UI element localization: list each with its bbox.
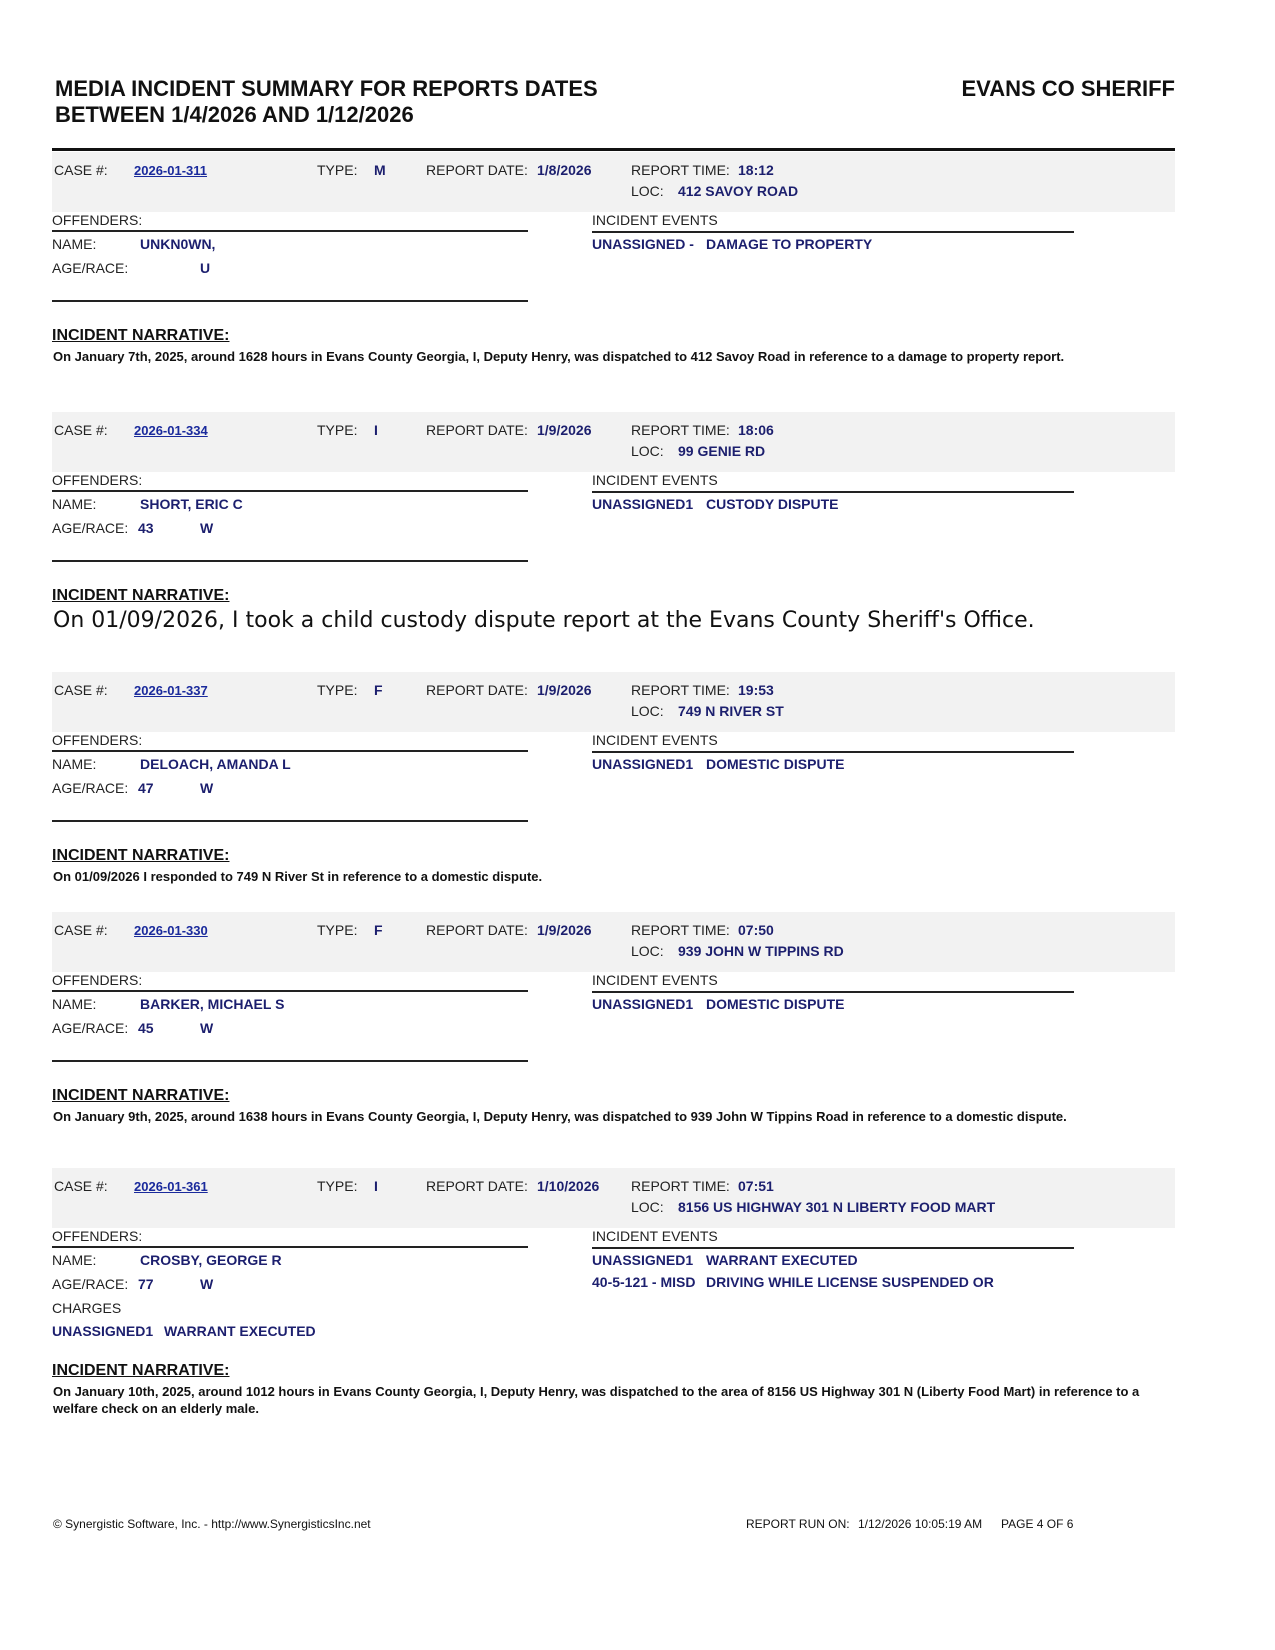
offenders-label: OFFENDERS: xyxy=(52,1228,143,1244)
type-value: I xyxy=(374,1178,378,1194)
report-title xyxy=(55,76,598,128)
events-rule xyxy=(592,491,1074,493)
narrative-text: On January 10th, 2025, around 1012 hours in Evans County Georgia, I, Deputy Henry, was dispatched to the area of 8156 US Highway 301 N (Liberty Food Mart) in reference to a welfare check on an elderly male. xyxy=(53,1384,1140,1416)
type-value: M xyxy=(374,162,386,178)
type-value: F xyxy=(374,922,383,938)
race-value: U xyxy=(200,260,211,276)
type-label: TYPE: xyxy=(317,1178,358,1194)
offenders-bottom-rule xyxy=(52,560,528,562)
narrative-text: On 01/09/2026, I took a child custody dispute report at the Evans County Sheriff's Office. xyxy=(53,608,1035,633)
name-label: NAME: xyxy=(52,996,97,1012)
loc-value: 939 JOHN W TIPPINS RD xyxy=(678,943,844,959)
event-code: 40-5-121 - MISD xyxy=(592,1274,696,1290)
race-value: W xyxy=(200,1020,214,1036)
case-number-link[interactable]: 2026-01-330 xyxy=(134,923,208,938)
narrative-title: INCIDENT NARRATIVE: xyxy=(52,587,230,604)
report-time-label: REPORT TIME: xyxy=(631,1178,730,1194)
event-desc: WARRANT EXECUTED xyxy=(706,1252,858,1268)
loc-value: 99 GENIE RD xyxy=(678,443,766,459)
loc-label: LOC: xyxy=(631,703,664,719)
case-label: CASE #: xyxy=(54,162,108,178)
incident-events-label: INCIDENT EVENTS xyxy=(592,732,718,748)
loc-label: LOC: xyxy=(631,443,664,459)
type-label: TYPE: xyxy=(317,682,358,698)
age-race-label: AGE/RACE: xyxy=(52,1276,129,1292)
event-code: UNASSIGNED1 xyxy=(592,996,694,1012)
offenders-bottom-rule xyxy=(52,820,528,822)
race-value: W xyxy=(200,780,214,796)
footer-copyright: © Synergistic Software, Inc. - http://www.SynergisticsInc.net xyxy=(53,1517,371,1531)
narrative-text: On January 9th, 2025, around 1638 hours in Evans County Georgia, I, Deputy Henry, was dispatched to 939 John W Tippins Road in reference to a domestic dispute. xyxy=(53,1109,1067,1124)
race-value: W xyxy=(200,1276,214,1292)
age-value: 43 xyxy=(138,520,154,536)
name-label: NAME: xyxy=(52,756,97,772)
narrative-text: On 01/09/2026 I responded to 749 N River St in reference to a domestic dispute. xyxy=(53,869,543,884)
report-time-label: REPORT TIME: xyxy=(631,162,730,178)
event-code: UNASSIGNED1 xyxy=(592,756,694,772)
case-number-link[interactable]: 2026-01-361 xyxy=(134,1179,208,1194)
charge-desc: WARRANT EXECUTED xyxy=(164,1323,316,1339)
offenders-label: OFFENDERS: xyxy=(52,732,143,748)
charge-code: UNASSIGNED1 xyxy=(52,1323,154,1339)
name-label: NAME: xyxy=(52,496,97,512)
events-rule xyxy=(592,1247,1074,1249)
narrative-title: INCIDENT NARRATIVE: xyxy=(52,847,230,864)
report-time-value: 18:12 xyxy=(738,162,774,178)
loc-value: 412 SAVOY ROAD xyxy=(678,183,799,199)
offenders-label: OFFENDERS: xyxy=(52,972,143,988)
report-date-value: 1/9/2026 xyxy=(537,922,592,938)
age-race-label: AGE/RACE: xyxy=(52,260,129,276)
offenders-rule xyxy=(52,1246,528,1248)
report-date-label: REPORT DATE: xyxy=(426,922,528,938)
loc-value: 8156 US HIGHWAY 301 N LIBERTY FOOD MART xyxy=(678,1199,996,1215)
report-time-label: REPORT TIME: xyxy=(631,682,730,698)
offender-name: CROSBY, GEORGE R xyxy=(140,1252,282,1268)
case-header xyxy=(52,1168,1175,1228)
offenders-label: OFFENDERS: xyxy=(52,472,143,488)
offenders-bottom-rule xyxy=(52,300,528,302)
case-header xyxy=(52,152,1175,212)
footer-run-on-value: 1/12/2026 10:05:19 AM xyxy=(858,1517,983,1531)
event-desc: DOMESTIC DISPUTE xyxy=(706,756,845,772)
report-date-value: 1/8/2026 xyxy=(537,162,592,178)
incident-events-label: INCIDENT EVENTS xyxy=(592,212,718,228)
report-date-label: REPORT DATE: xyxy=(426,1178,528,1194)
event-code: UNASSIGNED - xyxy=(592,236,694,252)
loc-label: LOC: xyxy=(631,1199,664,1215)
offender-name: SHORT, ERIC C xyxy=(140,496,243,512)
agency-name: EVANS CO SHERIFF xyxy=(961,76,1175,101)
incident-events-label: INCIDENT EVENTS xyxy=(592,972,718,988)
case-header xyxy=(52,912,1175,972)
report-date-value: 1/10/2026 xyxy=(537,1178,600,1194)
race-value: W xyxy=(200,520,214,536)
age-value: 77 xyxy=(138,1276,154,1292)
report-time-label: REPORT TIME: xyxy=(631,922,730,938)
case-label: CASE #: xyxy=(54,1178,108,1194)
loc-value: 749 N RIVER ST xyxy=(678,703,784,719)
case-number-link[interactable]: 2026-01-337 xyxy=(134,683,208,698)
event-desc: CUSTODY DISPUTE xyxy=(706,496,839,512)
event-code: UNASSIGNED1 xyxy=(592,1252,694,1268)
case-number-link[interactable]: 2026-01-311 xyxy=(134,163,208,178)
case-label: CASE #: xyxy=(54,422,108,438)
offenders-rule xyxy=(52,230,528,232)
type-value: I xyxy=(374,422,378,438)
case-header xyxy=(52,412,1175,472)
report-title-line2: BETWEEN 1/4/2026 AND 1/12/2026 xyxy=(55,102,414,127)
incident-events-label: INCIDENT EVENTS xyxy=(592,1228,718,1244)
report-time-value: 07:51 xyxy=(738,1178,774,1194)
loc-label: LOC: xyxy=(631,943,664,959)
charges-label: CHARGES xyxy=(52,1300,122,1316)
report-title-line1: MEDIA INCIDENT SUMMARY FOR REPORTS DATES xyxy=(55,76,598,101)
age-race-label: AGE/RACE: xyxy=(52,1020,129,1036)
report-date-value: 1/9/2026 xyxy=(537,682,592,698)
age-value: 47 xyxy=(138,780,154,796)
header-divider xyxy=(52,148,1175,151)
report-date-value: 1/9/2026 xyxy=(537,422,592,438)
offender-name: DELOACH, AMANDA L xyxy=(140,756,291,772)
type-value: F xyxy=(374,682,383,698)
offenders-rule xyxy=(52,490,528,492)
age-race-label: AGE/RACE: xyxy=(52,520,129,536)
type-label: TYPE: xyxy=(317,922,358,938)
report-date-label: REPORT DATE: xyxy=(426,682,528,698)
loc-label: LOC: xyxy=(631,183,664,199)
narrative-title: INCIDENT NARRATIVE: xyxy=(52,1362,230,1379)
events-rule xyxy=(592,751,1074,753)
report-time-value: 19:53 xyxy=(738,682,774,698)
age-value: 45 xyxy=(138,1020,154,1036)
event-desc: DAMAGE TO PROPERTY xyxy=(706,236,873,252)
report-time-value: 18:06 xyxy=(738,422,774,438)
case-number-link[interactable]: 2026-01-334 xyxy=(134,423,208,438)
case-label: CASE #: xyxy=(54,682,108,698)
offenders-rule xyxy=(52,990,528,992)
event-code: UNASSIGNED1 xyxy=(592,496,694,512)
case-label: CASE #: xyxy=(54,922,108,938)
report-time-value: 07:50 xyxy=(738,922,774,938)
events-rule xyxy=(592,991,1074,993)
event-desc: DOMESTIC DISPUTE xyxy=(706,996,845,1012)
name-label: NAME: xyxy=(52,1252,97,1268)
offender-name: BARKER, MICHAEL S xyxy=(140,996,285,1012)
name-label: NAME: xyxy=(52,236,97,252)
report-date-label: REPORT DATE: xyxy=(426,162,528,178)
footer-run-on-label: REPORT RUN ON: xyxy=(746,1517,850,1531)
offenders-bottom-rule xyxy=(52,1060,528,1062)
report-date-label: REPORT DATE: xyxy=(426,422,528,438)
footer-page-number: PAGE 4 OF 6 xyxy=(1001,1517,1074,1531)
offenders-rule xyxy=(52,750,528,752)
offenders-label: OFFENDERS: xyxy=(52,212,143,228)
report-time-label: REPORT TIME: xyxy=(631,422,730,438)
incident-events-label: INCIDENT EVENTS xyxy=(592,472,718,488)
offender-name: UNKN0WN, xyxy=(140,236,216,252)
type-label: TYPE: xyxy=(317,422,358,438)
event-desc: DRIVING WHILE LICENSE SUSPENDED OR xyxy=(706,1274,994,1290)
narrative-text: On January 7th, 2025, around 1628 hours in Evans County Georgia, I, Deputy Henry, was dispatched to 412 Savoy Road in reference to a damage to property report. xyxy=(53,349,1065,364)
events-rule xyxy=(592,231,1074,233)
type-label: TYPE: xyxy=(317,162,358,178)
narrative-title: INCIDENT NARRATIVE: xyxy=(52,327,230,344)
case-header xyxy=(52,672,1175,732)
age-race-label: AGE/RACE: xyxy=(52,780,129,796)
narrative-title: INCIDENT NARRATIVE: xyxy=(52,1087,230,1104)
